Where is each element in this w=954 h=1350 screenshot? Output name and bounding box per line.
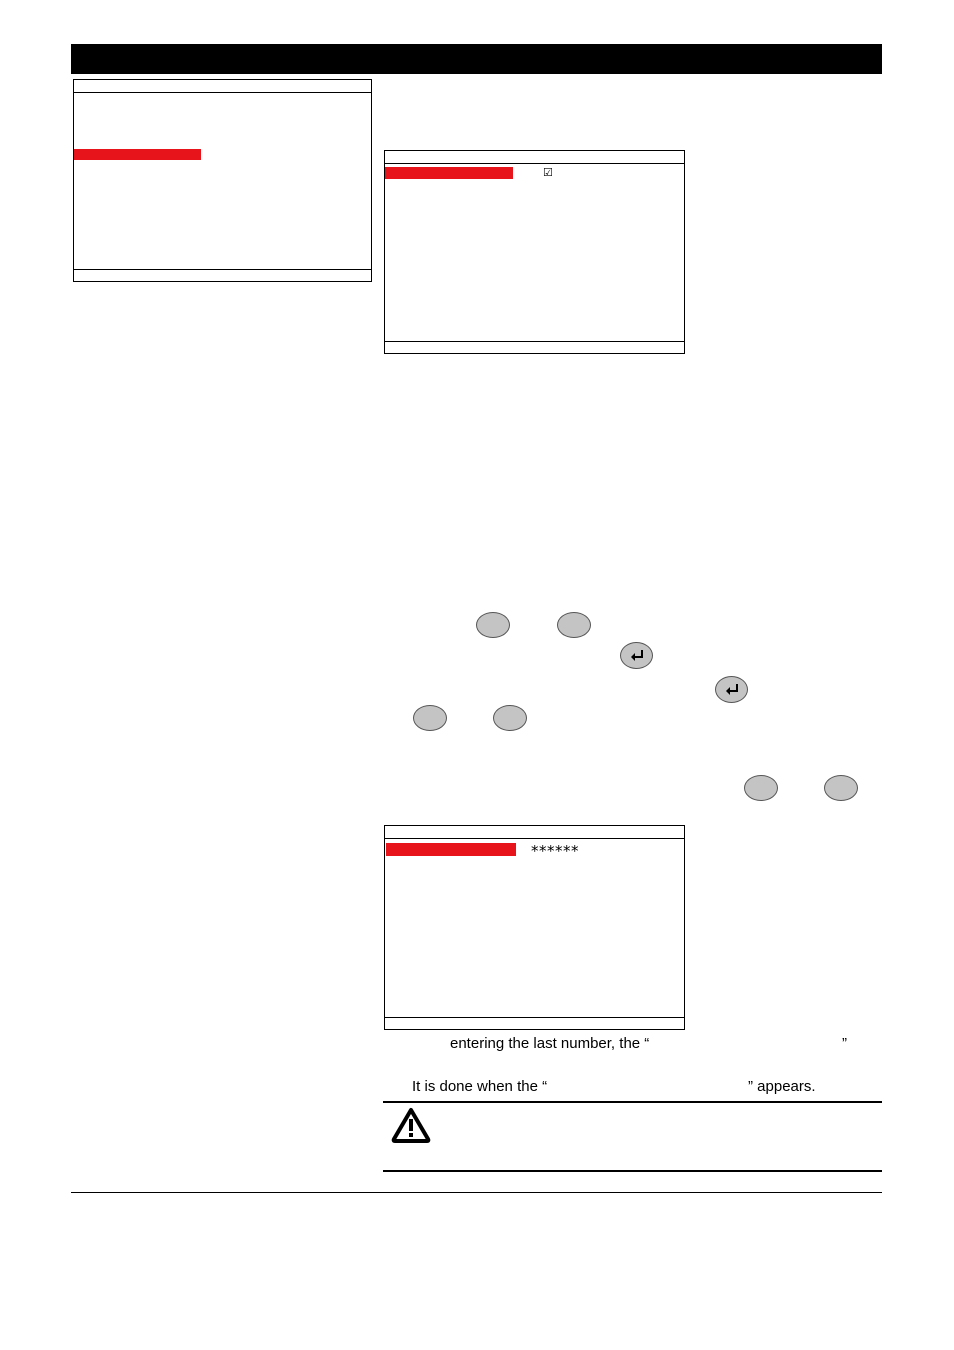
footer-rule bbox=[71, 1192, 882, 1193]
screen-title-strip bbox=[74, 80, 371, 93]
page-header-bar bbox=[71, 44, 882, 74]
instruction-text-1b: ” bbox=[842, 1035, 847, 1052]
enter-key-icon bbox=[715, 676, 748, 703]
warning-top-rule bbox=[383, 1101, 882, 1103]
up-key-icon bbox=[744, 775, 778, 801]
screen-title-strip bbox=[385, 826, 684, 839]
down-key-icon bbox=[824, 775, 858, 801]
screen-status-strip bbox=[385, 1017, 684, 1029]
password-mask: ****** bbox=[531, 842, 579, 860]
setting-highlighted-row[interactable] bbox=[385, 167, 513, 179]
instruction-text-2b: ” appears. bbox=[748, 1078, 816, 1095]
screen-title-strip bbox=[385, 151, 684, 164]
device-screen-password bbox=[384, 825, 685, 1030]
up-key-icon bbox=[413, 705, 447, 731]
down-key-icon bbox=[493, 705, 527, 731]
up-key-icon bbox=[476, 612, 510, 638]
down-key-icon bbox=[557, 612, 591, 638]
password-highlighted-row[interactable] bbox=[386, 843, 516, 856]
menu-highlighted-row[interactable] bbox=[74, 149, 201, 160]
device-screen-setting bbox=[384, 150, 685, 354]
warning-triangle-icon bbox=[390, 1106, 432, 1144]
instruction-text-1a: entering the last number, the “ bbox=[450, 1035, 650, 1052]
screen-status-strip bbox=[385, 341, 684, 353]
enter-key-icon bbox=[620, 642, 653, 669]
instruction-text-2a: It is done when the “ bbox=[412, 1078, 548, 1095]
checkbox-checked-icon: ☑ bbox=[543, 166, 553, 179]
screen-status-strip bbox=[74, 269, 371, 281]
device-screen-menu bbox=[73, 79, 372, 282]
warning-bottom-rule bbox=[383, 1170, 882, 1172]
